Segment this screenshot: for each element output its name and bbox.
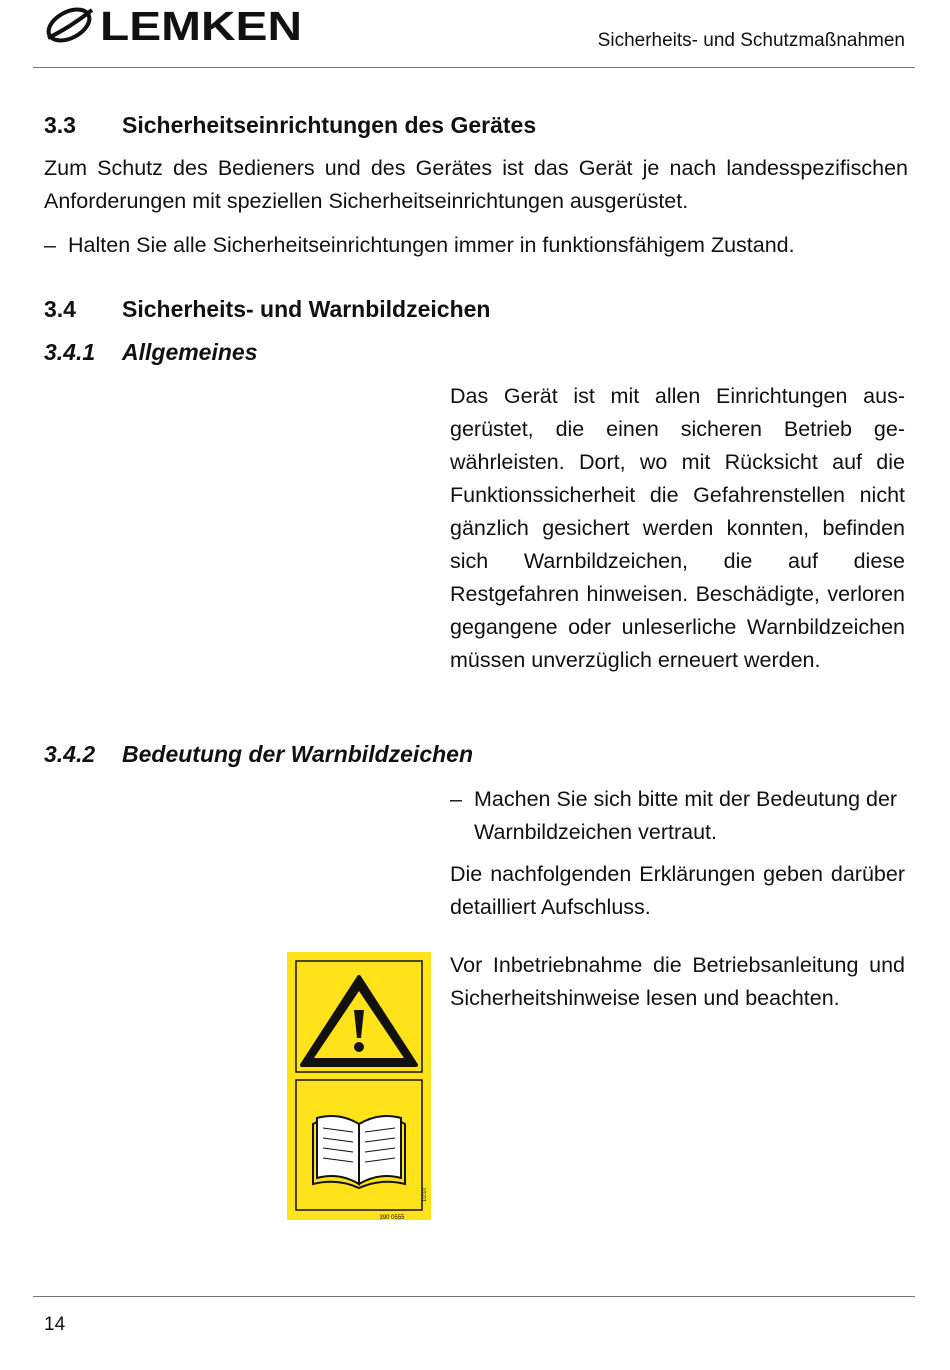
paragraph-3-4-2-b: Vor Inbetriebnahme die Betriebsanleitung und Sicherheitshinweise lesen und beachten.	[450, 953, 905, 1010]
header-divider	[33, 67, 915, 68]
heading-3-4-1: 3.4.1 Allgemeines	[44, 339, 258, 365]
sign-part-number: 390 0555	[379, 1215, 405, 1220]
bullet-3-3: – Halten Sie alle Sicherheitseinrichtungen immer in funktionsfähigem Zustand.	[44, 229, 908, 262]
paragraph-3-3: Zum Schutz des Bedieners und des Gerätes ist das Gerät je nach landesspezifischen Anforderungen mit speziellen Sicherheitseinrichtungen ausgerüstet.	[44, 156, 908, 213]
heading-3-3: 3.3 Sicherheitseinrichtungen des Gerätes	[44, 112, 537, 138]
bullet-dash: –	[450, 787, 462, 811]
footer-divider	[33, 1296, 915, 1297]
lemken-logo	[44, 2, 306, 52]
open-book-icon	[313, 1116, 405, 1188]
warning-sign	[287, 952, 431, 1220]
heading-3-4: 3.4 Sicherheits- und Warnbildzeichen	[44, 296, 491, 322]
bullet-dash: –	[44, 233, 56, 257]
page-number: 14	[44, 1314, 66, 1335]
heading-3-4-2: 3.4.2 Bedeutung der Warnbildzeichen	[44, 741, 473, 767]
paragraph-3-4-1: Das Gerät ist mit allen Einrichtungen ausgerüstet, die einen sicheren Betrieb gewährleisten. Dort, wo mit Rücksicht auf die Funktionssicherheit die Gefahrenstellen nicht gänzlich gesichert werden konnten, befinden sich Warnbildzeichen, die auf diese Restgefahren hinweisen. Beschädigte, verloren gegangene oder unleserliche Warnbildzeichen müssen unverzüglich erneuert werden.	[450, 384, 905, 672]
paragraph-3-4-2-a: Die nachfolgenden Erklärungen geben darüber detailliert Aufschluss.	[450, 862, 905, 919]
svg-text:LEMKEN: LEMKEN	[100, 3, 302, 49]
sign-date-code: 10.07	[422, 1186, 428, 1202]
bullet-3-4-2: – Machen Sie sich bitte mit der Bedeutung der Warnbildzeichen vertraut.	[450, 783, 905, 849]
header-section-title: Sicherheits- und Schutzmaßnahmen	[597, 30, 905, 51]
lemken-leaf-icon	[44, 3, 95, 47]
